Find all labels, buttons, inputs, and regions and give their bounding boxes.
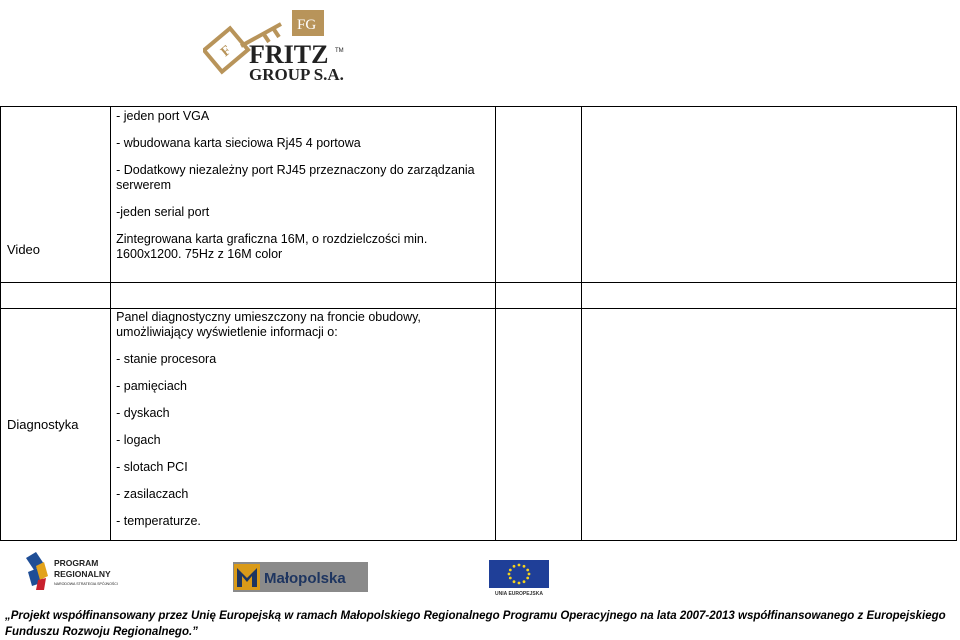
list-item: - jeden port VGA (116, 109, 210, 123)
logo-line2: GROUP S.A. (249, 65, 344, 84)
list-item: - logach (116, 433, 161, 447)
empty-cell (581, 283, 956, 309)
list-item: - zasilaczach (116, 487, 189, 501)
svg-text:NARODOWA STRATEGIA SPÓJNOŚCI: NARODOWA STRATEGIA SPÓJNOŚCI (54, 582, 118, 586)
table-row (1, 309, 957, 541)
svg-text:F: F (218, 43, 235, 61)
eu-flag-logo (489, 560, 549, 596)
logo-line1: FRITZ (249, 40, 329, 69)
empty-cell (581, 309, 956, 541)
svg-text:UNIA EUROPEJSKA: UNIA EUROPEJSKA (495, 591, 543, 596)
list-item: - dyskach (116, 406, 170, 420)
logo-monogram: FG (297, 17, 317, 33)
row-label-text: Diagnostyka (7, 417, 79, 432)
row-label-video (1, 107, 111, 283)
row-label-diagnostics (1, 309, 111, 541)
empty-cell (1, 283, 111, 309)
svg-text:Małopolska: Małopolska (264, 570, 346, 587)
funding-note: „Projekt współfinansowany przez Unię Europejską w ramach Małopolskiego Regionalnego Programu Operacyjnego na lata 2007-2013 współfinansowanego z Europejskiego Funduszu Rozwoju Regionalnego.” (5, 610, 946, 638)
list-item: - stanie procesora (116, 352, 217, 366)
list-item: Panel diagnostyczny umieszczony na froncie obudowy, umożliwiający wyświetlenie informacji o: (116, 310, 421, 339)
list-item: Zintegrowana karta graficzna 16M, o rozdzielczości min. 1600x1200. 75Hz z 16M color (116, 232, 428, 261)
list-item: - slotach PCI (116, 460, 188, 474)
svg-text:PROGRAM: PROGRAM (54, 558, 99, 568)
empty-cell (495, 107, 581, 283)
list-item: - Dodatkowy niezależny port RJ45 przeznaczony do zarządzania serwerem (116, 163, 475, 192)
logo-tm: TM (335, 48, 344, 54)
table-row (1, 283, 957, 309)
footer-logos (0, 550, 960, 600)
row-label-text: Video (7, 242, 41, 257)
row-description-video (111, 107, 495, 283)
list-item: - wbudowana karta sieciowa Rj45 4 portowa (116, 136, 361, 150)
row-description-diagnostics (111, 309, 495, 541)
malopolska-logo (233, 562, 368, 592)
empty-cell (111, 283, 495, 309)
list-item: - pamięciach (116, 379, 187, 393)
list-item: - temperaturze. (116, 514, 201, 528)
list-item: -jeden serial port (116, 205, 210, 219)
program-regionalny-logo (24, 552, 139, 592)
fritz-group-logo (203, 8, 363, 84)
empty-cell (581, 107, 956, 283)
spec-table (0, 106, 957, 541)
table-row (1, 107, 957, 283)
empty-cell (495, 283, 581, 309)
empty-cell (495, 309, 581, 541)
svg-text:REGIONALNY: REGIONALNY (54, 569, 111, 579)
